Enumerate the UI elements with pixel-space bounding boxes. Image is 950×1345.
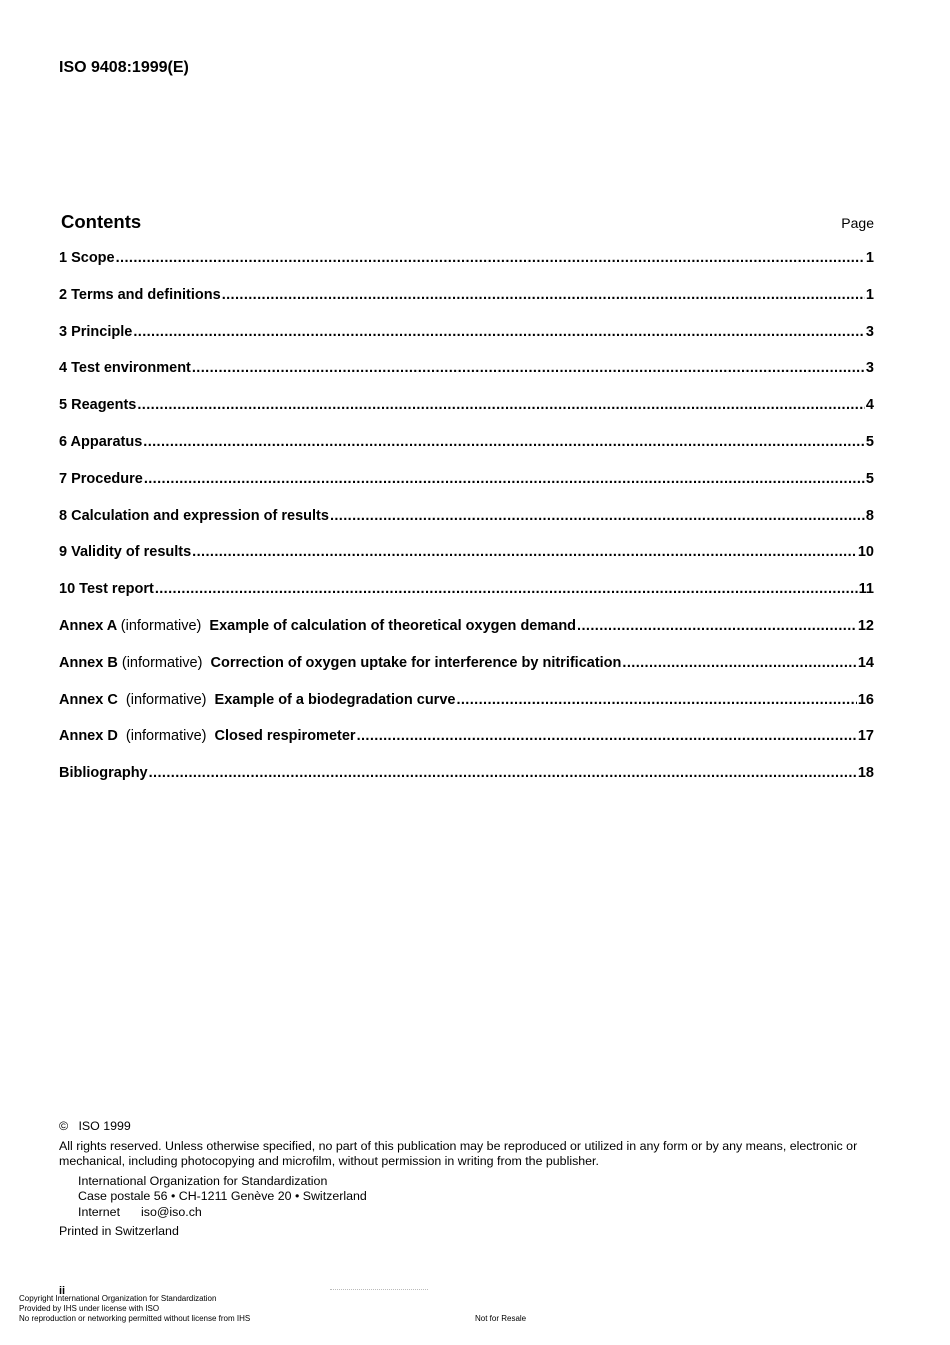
table-of-contents [59, 250, 874, 802]
dot-leader [456, 692, 856, 708]
toc-entry-label: 2 Terms and definitions [59, 286, 221, 303]
rights-statement: All rights reserved. Unless otherwise specified, no part of this publication may be reproduced or utilized in any form or by any means, electronic or mechanical, including photocopying and microfilm, without permission in writing from the publisher. [59, 1138, 858, 1168]
toc-entry-page: 11 [858, 581, 874, 598]
copyright-year: ISO 1999 [78, 1119, 131, 1133]
internet-label: Internet [78, 1204, 121, 1219]
contact-email[interactable]: iso@iso.ch [141, 1204, 202, 1219]
copyright-notice [59, 1119, 874, 1240]
toc-entry-label: Bibliography [59, 765, 148, 782]
dot-leader [137, 397, 865, 413]
dot-leader [577, 618, 857, 634]
page-column-heading: Page [841, 215, 874, 231]
toc-entry-label: 6 Apparatus [59, 433, 143, 450]
toc-entry-annex-c[interactable] [59, 692, 874, 729]
dot-leader [116, 250, 865, 266]
organization-name: International Organization for Standardization [78, 1173, 328, 1188]
copyright-icon: © [59, 1119, 69, 1133]
printed-in: Printed in Switzerland [59, 1224, 179, 1238]
toc-entry-terms[interactable] [59, 287, 874, 324]
dot-leader [222, 287, 865, 303]
dot-leader [192, 544, 857, 560]
dot-leader [133, 324, 865, 340]
not-for-resale-label: Not for Resale [475, 1314, 527, 1323]
toc-entry-principle[interactable] [59, 324, 874, 361]
dot-leader [357, 728, 857, 744]
toc-entry-test-environment[interactable] [59, 360, 874, 397]
toc-entry-page: 3 [865, 360, 874, 377]
toc-entry-page: 1 [865, 286, 874, 303]
organization-address: Case postale 56 • CH-1211 Genève 20 • Switzerland [78, 1189, 367, 1203]
toc-entry-apparatus[interactable] [59, 434, 874, 471]
watermark-line: No reproduction or networking permitted without license from IHS [19, 1314, 251, 1323]
toc-entry-page: 4 [865, 397, 874, 414]
license-watermark [19, 1294, 250, 1324]
faint-divider [330, 1289, 428, 1291]
toc-entry-procedure[interactable] [59, 471, 874, 508]
dot-leader [143, 434, 865, 450]
copyright-line [59, 1119, 874, 1135]
dot-leader [622, 655, 856, 671]
toc-entry-page: 5 [865, 470, 874, 487]
toc-entry-page: 5 [865, 433, 874, 450]
toc-entry-test-report[interactable] [59, 581, 874, 618]
toc-entry-label: 4 Test environment [59, 360, 191, 377]
document-id: ISO 9408:1999(E) [59, 59, 189, 76]
contents-heading: Contents [61, 211, 142, 232]
toc-entry-annex-d[interactable] [59, 728, 874, 765]
toc-entry-annex-b[interactable] [59, 655, 874, 692]
toc-entry-label: 3 Principle [59, 323, 133, 340]
toc-entry-page: 8 [865, 507, 874, 524]
toc-entry-calculation[interactable] [59, 508, 874, 545]
toc-annex-label: Annex A (informative) Example of calculation of theoretical oxygen demand [59, 617, 577, 634]
toc-entry-label: 7 Procedure [59, 470, 143, 487]
toc-entry-page: 14 [857, 654, 874, 671]
toc-entry-validity[interactable] [59, 544, 874, 581]
toc-entry-label: 1 Scope [59, 250, 115, 266]
toc-annex-label: Annex C (informative) Example of a biodegradation curve [59, 691, 456, 708]
dot-leader [149, 765, 857, 781]
toc-entry-label: 10 Test report [59, 581, 154, 598]
toc-entry-page: 10 [857, 544, 874, 561]
dot-leader [144, 471, 865, 487]
page-number: ii [59, 1285, 66, 1297]
toc-annex-label: Annex B (informative) Correction of oxygen uptake for interference by nitrification [59, 654, 622, 671]
dot-leader [192, 360, 865, 376]
toc-entry-page: 12 [857, 617, 874, 634]
watermark-line: Copyright International Organization for Standardization [19, 1294, 217, 1303]
dot-leader [330, 508, 865, 524]
toc-entry-label: 9 Validity of results [59, 544, 192, 561]
toc-entry-page: 18 [857, 765, 874, 782]
toc-entry-page: 16 [857, 691, 874, 708]
toc-entry-label: 8 Calculation and expression of results [59, 507, 329, 524]
toc-entry-page: 17 [857, 728, 874, 745]
dot-leader [155, 581, 858, 597]
watermark-line: Provided by IHS under license with ISO [19, 1304, 160, 1313]
internet-line [59, 1205, 874, 1221]
toc-entry-bibliography[interactable] [59, 765, 874, 802]
toc-annex-label: Annex D (informative) Closed respirometer [59, 728, 356, 745]
toc-entry-annex-a[interactable] [59, 618, 874, 655]
toc-entry-label: 5 Reagents [59, 397, 137, 414]
toc-entry-page: 1 [865, 250, 874, 266]
toc-entry-reagents[interactable] [59, 397, 874, 434]
toc-entry-scope[interactable] [59, 250, 874, 287]
toc-entry-page: 3 [865, 323, 874, 340]
